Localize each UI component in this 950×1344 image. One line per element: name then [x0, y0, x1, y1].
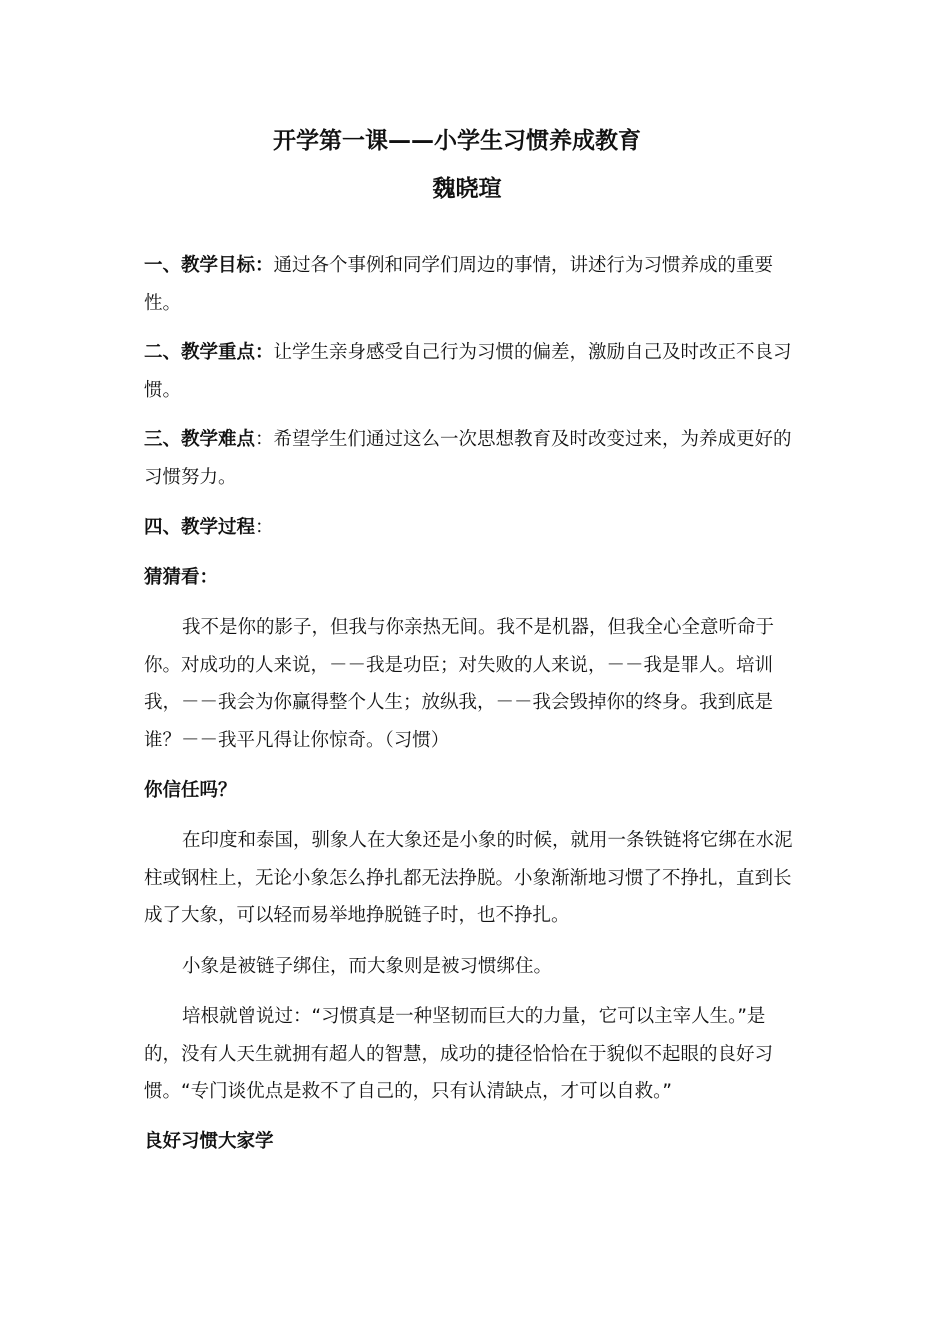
objective-text: 通过各个事例和同学们周边的事情，讲述行为习惯养成的重要性。 [144, 255, 774, 314]
process-paragraph [144, 509, 798, 547]
difficulty-label: 三、教学难点 [144, 429, 256, 450]
process-label: 四、教学过程 [144, 517, 256, 538]
key-point-label: 二、教学重点： [144, 342, 274, 363]
guess-heading: 猜猜看： [144, 567, 219, 588]
process-text: ： [255, 517, 274, 538]
difficulty-text: ：希望学生们通过这么一次思想教育及时改变过来，为养成更好的习惯努力。 [144, 429, 792, 488]
document-author: 魏晓瑄 [432, 176, 502, 202]
document-title: 开学第一课——小学生习惯养成教育 [273, 128, 641, 154]
key-point-text: 让学生亲身感受自己行为习惯的偏差，激励自己及时改正不良习惯。 [144, 342, 792, 401]
trust-heading: 你信任吗？ [144, 780, 237, 801]
difficulty-paragraph [144, 421, 798, 496]
key-point-paragraph [144, 334, 798, 409]
trust-paragraph-1: 在印度和泰国，驯象人在大象还是小象的时候，就用一条铁链将它绑在水泥柱或钢柱上，无论小象怎么挣扎都无法挣脱。小象渐渐地习惯了不挣扎，直到长成了大象，可以轻而易举地挣脱链子时，也不挣扎。 [144, 830, 793, 926]
objective-paragraph [144, 247, 798, 322]
trust-paragraph-3: 培根就曾说过：“习惯真是一种坚韧而巨大的力量，它可以主宰人生。”是的，没有人天生就拥有超人的智慧，成功的捷径恰恰在于貌似不起眼的良好习惯。“专门谈优点是救不了自己的，只有认清缺点，才可以自救。” [144, 1006, 774, 1102]
objective-label: 一、教学目标： [144, 255, 274, 276]
good-habits-heading: 良好习惯大家学 [144, 1131, 274, 1152]
trust-paragraph-2: 小象是被链子绑住，而大象则是被习惯绑住。 [182, 956, 553, 977]
guess-paragraph: 我不是你的影子，但我与你亲热无间。我不是机器，但我全心全意听命于你。对成功的人来说，－－我是功臣；对失败的人来说，－－我是罪人。培训我，－－我会为你赢得整个人生；放纵我，－－我会毁掉你的终身。我到底是谁？－－我平凡得让你惊奇。（习惯） [144, 617, 775, 751]
